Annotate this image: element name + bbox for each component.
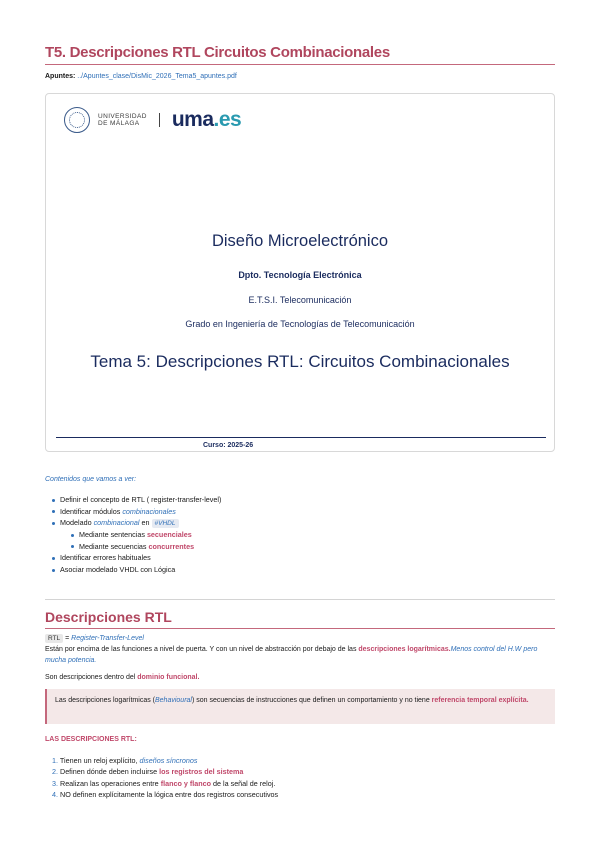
apuntes-link[interactable]: ../Apuntes_clase/DisMic_2026_Tema5_apuntes.pdf bbox=[77, 73, 237, 80]
emphasis-text: diseños síncronos bbox=[139, 756, 198, 765]
uma-logo-suffix: .es bbox=[213, 108, 242, 131]
section-divider bbox=[45, 599, 555, 600]
course-year: Curso: 2025-26 bbox=[203, 442, 254, 449]
contents-list bbox=[60, 494, 221, 576]
section-heading: Descripciones RTL bbox=[45, 609, 555, 629]
highlight-text: referencia temporal explícita. bbox=[431, 697, 529, 704]
logo-divider bbox=[159, 113, 160, 127]
degree: Grado en Ingeniería de Tecnologías de Telecomunicación bbox=[185, 319, 415, 329]
university-name bbox=[98, 113, 147, 128]
emphasis-text: combinacionales bbox=[122, 506, 176, 516]
vhdl-tag[interactable]: #VHDL bbox=[152, 519, 179, 528]
course-title: Diseño Microelectrónico bbox=[211, 232, 389, 250]
emphasis-text: Menos control del H.W pero mucha potencia. bbox=[45, 646, 538, 664]
item-number: 2. bbox=[52, 767, 58, 777]
sub-list-item bbox=[79, 529, 221, 541]
page-title: T5. Descripciones RTL Circuitos Combinacionales bbox=[45, 44, 555, 65]
rtl-code-chip: RTL bbox=[45, 634, 63, 643]
sub-list-item bbox=[79, 541, 221, 553]
list-item-text: en bbox=[139, 518, 152, 528]
note-text: Las descripciones logarítmicas ( bbox=[55, 697, 155, 704]
list-item-text: Mediante sentencias bbox=[79, 530, 147, 540]
list-item bbox=[60, 564, 221, 576]
paragraph-text: Están por encima de las funciones a nivel de puerta. Y con un nivel de abstracción por debajo de las bbox=[45, 646, 359, 653]
numbered-item bbox=[52, 766, 278, 777]
topic-title: Tema 5: Descripciones RTL: Circuitos Combinacionales bbox=[90, 352, 510, 371]
numbered-item bbox=[52, 755, 278, 766]
equals-text: = bbox=[63, 635, 72, 642]
rtl-expansion: Register-Transfer-Level bbox=[71, 635, 144, 642]
list-item-text: NO definen explícitamente la lógica entre dos registros consecutivos bbox=[58, 789, 279, 799]
numbered-item bbox=[52, 778, 278, 789]
school: E.T.S.I. Telecomunicación bbox=[248, 295, 352, 305]
list-item-text: Mediante secuencias bbox=[79, 541, 149, 551]
paragraph bbox=[45, 645, 555, 666]
contents-intro: Contenidos que vamos a ver: bbox=[45, 476, 137, 483]
list-item-text: Identificar módulos bbox=[60, 506, 123, 516]
callout-note bbox=[45, 689, 555, 724]
paragraph bbox=[45, 673, 555, 684]
apuntes-line bbox=[45, 73, 237, 80]
list-item-text: Definen dónde deben incluirse bbox=[58, 767, 160, 777]
title-slide-image bbox=[45, 93, 555, 452]
emphasis-text: combinacional bbox=[93, 518, 140, 528]
list-item-text: Identificar errores habituales bbox=[60, 553, 151, 563]
list-item-text: Definir el concepto de RTL ( register-transfer-level) bbox=[60, 495, 222, 504]
list-item bbox=[60, 494, 221, 506]
list-item bbox=[60, 552, 221, 564]
note-text: ) son secuencias de instrucciones que definen un comportamiento y no tiene bbox=[191, 697, 432, 704]
highlight-text: dominio funcional. bbox=[137, 674, 200, 681]
slide-divider bbox=[56, 437, 546, 438]
university-name-line2: DE MÁLAGA bbox=[98, 120, 140, 127]
highlight-text: secuenciales bbox=[146, 530, 192, 540]
uma-logo-text: uma bbox=[171, 108, 214, 131]
list-item-text: de la señal de reloj. bbox=[211, 778, 276, 788]
highlight-text: los registros del sistema bbox=[159, 767, 244, 777]
item-number: 4. bbox=[52, 789, 58, 799]
highlight-text: descripciones logarítmicas. bbox=[358, 646, 451, 653]
apuntes-label: Apuntes: bbox=[45, 73, 76, 80]
highlight-text: concurrentes bbox=[148, 541, 195, 551]
list-item-text: Realizan las operaciones entre bbox=[58, 778, 161, 788]
emphasis-text: Behavioural bbox=[155, 697, 192, 704]
list-item bbox=[60, 517, 221, 529]
department: Dpto. Tecnología Electrónica bbox=[238, 270, 362, 280]
paragraph-text: Son descripciones dentro del bbox=[45, 674, 138, 681]
list-item-text: Tienen un reloj explícito, bbox=[58, 756, 140, 765]
uma-logo bbox=[172, 108, 241, 132]
highlight-text: flanco y flanco bbox=[160, 778, 212, 788]
university-name-line1: UNIVERSIDAD bbox=[98, 112, 147, 120]
list-item bbox=[60, 506, 221, 518]
numbered-item bbox=[52, 789, 278, 800]
rtl-features-list bbox=[52, 755, 278, 800]
list-item-text: Modelado bbox=[60, 518, 94, 528]
rtl-definition bbox=[45, 634, 555, 645]
university-seal-icon bbox=[64, 107, 90, 133]
item-number: 3. bbox=[52, 778, 58, 788]
subheading: LAS DESCRIPCIONES RTL: bbox=[45, 736, 137, 743]
item-number: 1. bbox=[52, 756, 58, 765]
list-item-text: Asociar modelado VHDL con Lógica bbox=[60, 565, 176, 575]
university-logo bbox=[64, 106, 241, 134]
